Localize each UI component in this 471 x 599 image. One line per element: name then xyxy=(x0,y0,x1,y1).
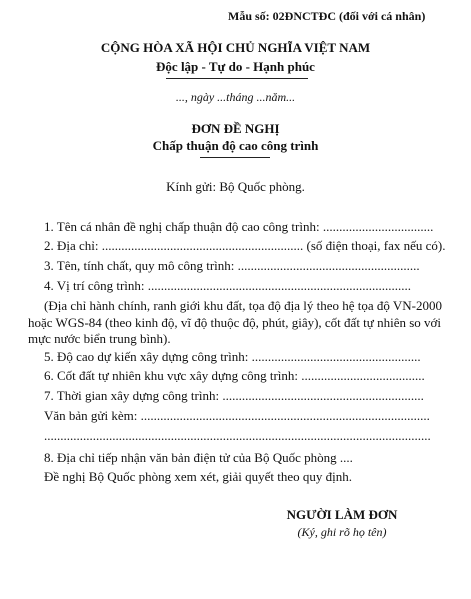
item-6: 6. Cốt đất tự nhiên khu vực xây dựng công trình: ...................................... xyxy=(44,368,425,383)
item-4-note-3: mực nước biển trung bình). xyxy=(28,331,171,346)
item-2: 2. Địa chỉ: .............................................................. (số điện thoại, fax nếu có). xyxy=(44,238,446,253)
attachments-line: Văn bản gửi kèm: ......................................................................................... xyxy=(44,408,430,423)
document-subtitle: Chấp thuận độ cao công trình xyxy=(152,138,319,153)
item-7: 7. Thời gian xây dựng công trình: .............................................................. xyxy=(44,388,424,403)
item-4-note-1: (Địa chỉ hành chính, ranh giới khu đất, tọa độ địa lý theo hệ tọa độ VN-2000 xyxy=(44,298,442,313)
signer-note: (Ký, ghi rõ họ tên) xyxy=(297,525,387,539)
item-1: 1. Tên cá nhân đề nghị chấp thuận độ cao công trình: .................................. xyxy=(44,219,434,234)
document-title: ĐƠN ĐỀ NGHỊ xyxy=(191,121,280,136)
title-underline xyxy=(200,157,270,158)
closing-request: Đề nghị Bộ Quốc phòng xem xét, giải quyết theo quy định. xyxy=(44,469,352,484)
motto-underline xyxy=(166,78,308,79)
item-4: 4. Vị trí công trình: ................................................................................. xyxy=(44,278,412,293)
motto: Độc lập - Tự do - Hạnh phúc xyxy=(156,59,315,74)
item-8: 8. Địa chỉ tiếp nhận văn bản điện tử của Bộ Quốc phòng .... xyxy=(44,450,353,465)
signer-title: NGƯỜI LÀM ĐƠN xyxy=(286,507,398,522)
addressee: Kính gửi: Bộ Quốc phòng. xyxy=(166,179,305,194)
item-4-note-2: hoặc WGS-84 (theo kinh độ, vĩ độ thuộc độ, phút, giây), cốt đất tự nhiên so với xyxy=(28,315,442,330)
item-3: 3. Tên, tính chất, quy mô công trình: ........................................................ xyxy=(44,258,420,273)
form-code: Mẫu số: 02ĐNCTĐC (đối với cá nhân) xyxy=(228,9,426,23)
national-title: CỘNG HÒA XÃ HỘI CHỦ NGHĨA VIỆT NAM xyxy=(100,40,371,55)
item-5: 5. Độ cao dự kiến xây dựng công trình: .................................................... xyxy=(44,349,421,364)
attachments-dots: ....................................................................................................................... xyxy=(44,428,431,443)
date-line: ..., ngày ...tháng ...năm... xyxy=(175,90,296,104)
